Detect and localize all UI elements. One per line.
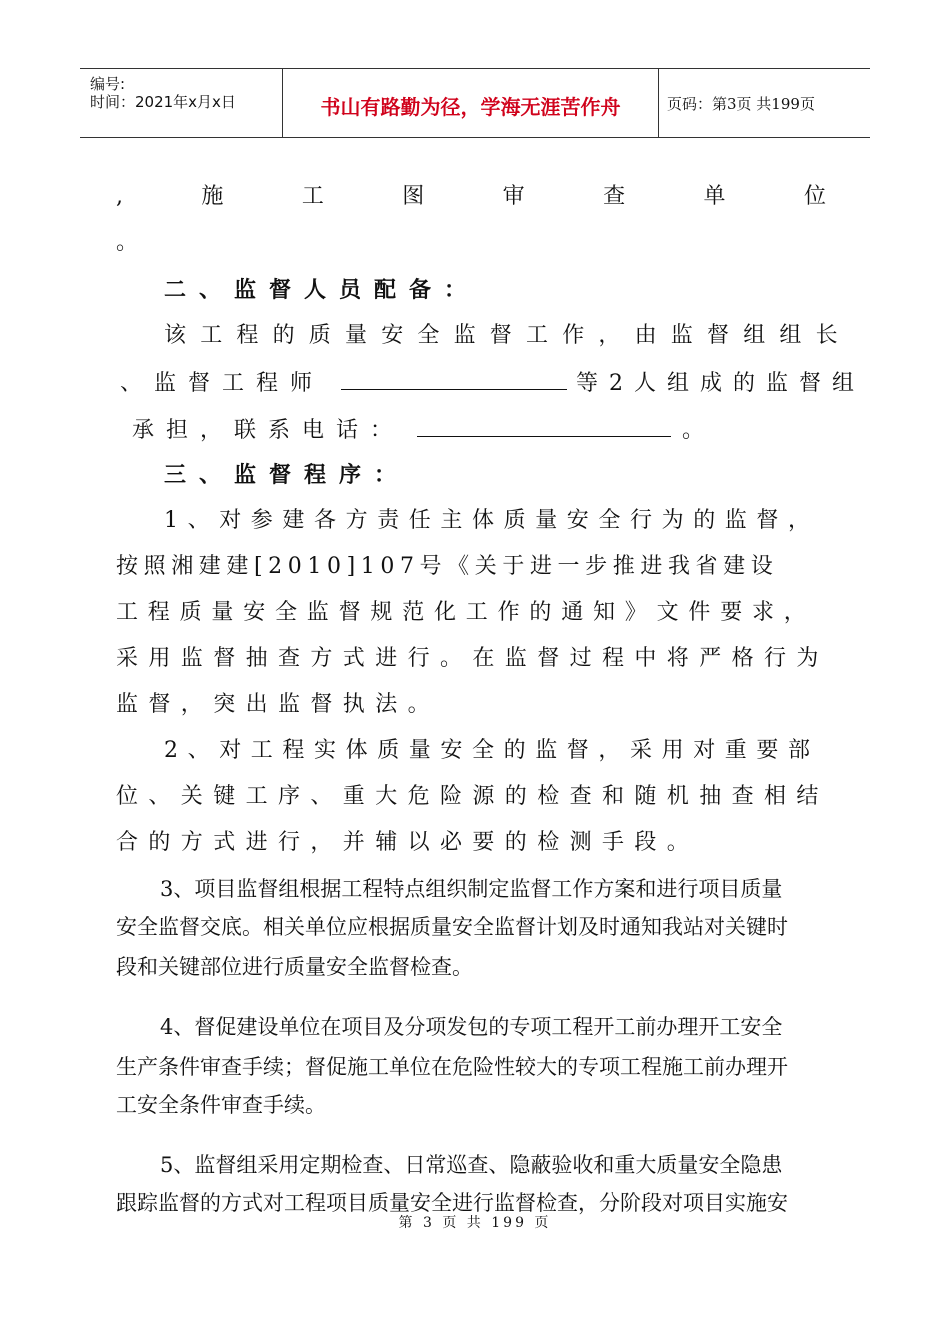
para-line-4 [120,367,866,399]
header-left-cell [80,69,283,137]
document-date-label: 时间：2021年x月x日 [90,93,236,111]
para-line-12: 位、关键工序、重大危险源的检查和随机抽查相结 [116,784,829,809]
header-right-cell [659,69,870,137]
para-line-4-text-a: 、监督工程师 [120,371,325,396]
para-line-13: 合的方式进行，并辅以必要的检测手段。 [116,830,700,855]
header-motto: 书山有路勤为径，学海无涯苦作舟 [320,95,621,119]
para-line-4-text-b: 等2人组成的监督组 [576,371,866,396]
line-1-char: 施 [201,184,224,209]
para-line-8: 工程质量安全监督规范化工作的通知》文件要求， [116,600,816,625]
page-header [80,68,870,138]
para-4-line-1: 4、督促建设单位在项目及分项发包的专项工程开工前办理开工安全 [160,1015,783,1039]
para-5-line-1: 5、监督组采用定期检查、日常巡查、隐蔽验收和重大质量安全隐患 [160,1153,783,1177]
para-line-5-text-a: 承担，联系电话： [132,418,405,443]
header-center-cell [283,69,659,137]
para-4-line-3: 工安全条件审查手续。 [116,1093,326,1117]
document-number-label: 编号: [90,75,126,93]
line-1-char: 图 [402,184,425,209]
para-line-3: 该工程的质量安全监督工作，由监督组组长 [164,323,852,348]
para-line-5 [132,414,842,446]
para-line-5-text-b: 。 [682,418,705,443]
phone-blank [417,414,671,437]
para-line-10: 监督，突出监督执法。 [116,692,441,717]
section-heading-3: 三、监督程序： [164,462,410,488]
line-1-char: 查 [603,184,626,209]
para-line-7: 按照湘建建[2010]107号《关于进一步推进我省建设 [116,554,779,579]
para-line-11: 2、对工程实体质量安全的监督，采用对重要部 [164,738,820,763]
para-line-6: 1、对参建各方责任主体质量安全行为的监督， [164,508,820,533]
line-1-char: , [116,184,123,209]
section-heading-2: 二、监督人员配备： [164,277,480,303]
line-2: 。 [116,230,139,255]
para-3-line-2: 安全监督交底。相关单位应根据质量安全监督计划及时通知我站对关键时 [116,915,788,939]
line-1-char: 单 [703,184,726,209]
line-1-char: 位 [803,184,826,209]
line-1-char: 审 [502,184,525,209]
para-3-line-1: 3、项目监督组根据工程特点组织制定监督工作方案和进行项目质量 [160,877,783,901]
engineer-blank [341,367,567,390]
para-4-line-2: 生产条件审查手续；督促施工单位在危险性较大的专项工程施工前办理开 [116,1055,788,1079]
para-3-line-3: 段和关键部位进行质量安全监督检查。 [116,955,473,979]
line-1 [116,182,826,212]
header-page-label: 页码：第3页 共199页 [667,95,815,113]
page-footer: 第 3 页 共 199 页 [398,1215,552,1231]
line-1-char: 工 [301,184,324,209]
para-line-9: 采用监督抽查方式进行。在监督过程中将严格行为 [116,646,829,671]
para-5-line-2: 跟踪监督的方式对工程项目质量安全进行监督检查，分阶段对项目实施安 [116,1191,788,1215]
